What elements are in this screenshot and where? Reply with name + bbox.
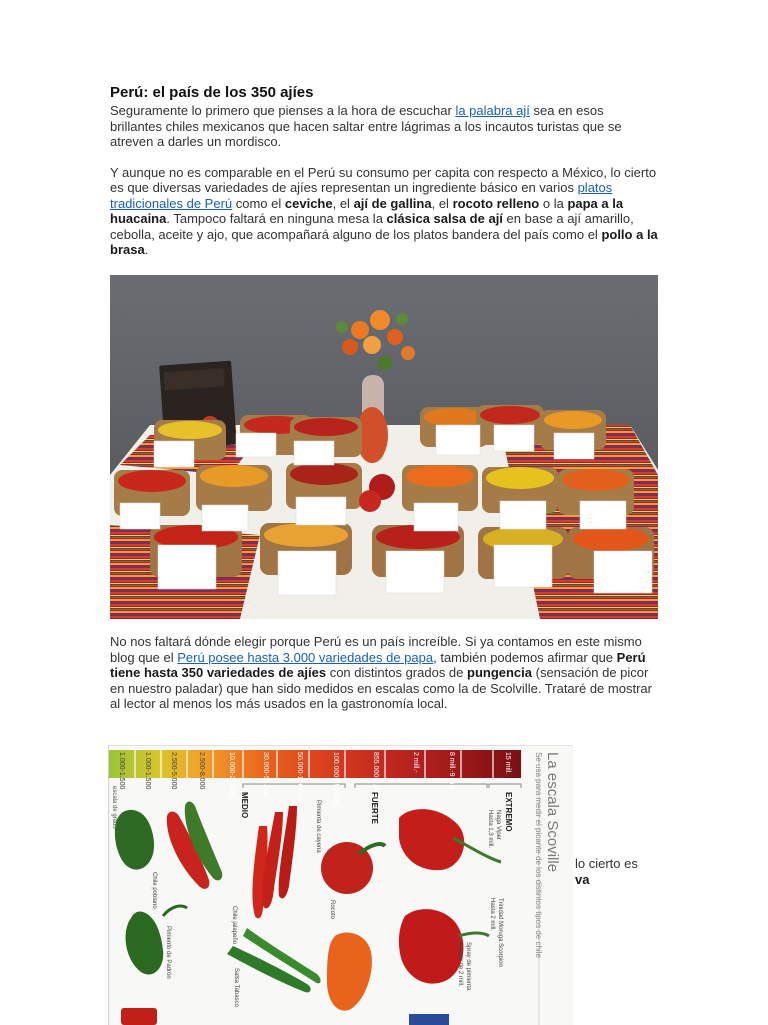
link-platos-tradicionales[interactable]: platos tradicionales de Perú <box>110 180 613 211</box>
paragraph-text: sea en esos brillantes chiles mexicanos que hacen saltar entre lágrimas a los incautos turistas que se atreven a darles un mordisco. <box>110 103 622 149</box>
range-2: 2.500-5.000 <box>170 752 177 790</box>
paragraph-consumption <box>110 165 658 258</box>
range-7: 100.000-350.000 <box>332 752 339 805</box>
paragraph-text: . <box>144 242 149 257</box>
article-middle <box>110 634 658 712</box>
label-tabasco: Salsa Tabasco <box>233 968 239 1007</box>
bold-350-ajies: Perú tiene hasta 350 variedades de ajíes <box>110 649 646 680</box>
side-text-line-2: va <box>575 872 590 887</box>
range-9: 2 mill.- <box>412 752 419 773</box>
label-chile-poblano: Chile poblano <box>151 872 157 909</box>
article-top <box>110 84 658 258</box>
label-trinidad: Trinidad Moruga Scorpion <box>497 898 503 967</box>
paragraph-text: o la <box>539 195 568 211</box>
bold-pollo-brasa: pollo a la brasa <box>110 226 658 257</box>
paragraph-intro <box>110 103 658 150</box>
paragraph-text: , el <box>431 195 453 211</box>
bold-papa-huacaina: papa a la huacaina <box>110 195 624 226</box>
chili-display-photo <box>110 275 658 619</box>
paragraph-text: No nos faltará dónde elegir porque Perú es un país increíble. Si ya contamos en este mismo blog que el <box>110 634 642 665</box>
paragraph-text: , también podemos afirmar que <box>433 649 617 665</box>
paragraph-text: Y aunque no es comparable en el Perú su consumo per capita con respecto a México, lo cierto es que diversas variedades de ajíes representan un ingrediente básico en varios <box>110 164 657 195</box>
clipped-side-text <box>575 856 638 888</box>
label-naga-value: Hasta 1,3 mill. <box>487 810 493 849</box>
bold-rocoto-relleno: rocoto relleno <box>452 195 540 211</box>
range-0: 1.000-1.500 <box>118 752 125 790</box>
bold-ceviche: ceviche <box>284 195 333 211</box>
label-trinidad-value: Hasta 2 mill. <box>489 898 495 932</box>
bold-pungencia: pungencia <box>467 665 533 680</box>
paragraph-text: , el <box>332 195 354 211</box>
label-spray-value: A partir de 2 mill. <box>457 942 463 987</box>
scoville-subtitle: Se usa para medir el picante de los distintos tipos de chile <box>534 752 543 958</box>
paragraph-varieties <box>110 634 658 712</box>
label-rocoto: Rocoto <box>329 900 335 920</box>
label-naga-viper: Naga Viper <box>495 810 501 840</box>
label-cayena: Pimienta de cayena <box>315 800 321 853</box>
range-3: 2.500-8.000 <box>198 752 205 790</box>
paragraph-text: (sensación de picor en nuestro paladar) que han sido medidos en escalas como la de Scolville. Trataré de mostrar al lector al menos los más usados en la gastronomía local. <box>110 665 652 711</box>
paragraph-text: . Tampoco faltará en ninguna mesa la <box>166 211 387 226</box>
scale-label: escala de grado <box>111 786 117 829</box>
label-jalapeno: Chile jalapeño <box>231 906 237 945</box>
range-4: 10.000-23.000 <box>228 752 235 798</box>
side-text-line-1: lo cierto es <box>575 856 638 871</box>
range-8: 855.000-1,4 mill. <box>372 752 379 804</box>
range-1: 1.000-1.500 <box>144 752 151 790</box>
level-extremo: EXTREMO <box>504 792 513 832</box>
range-5: 30.000-50.000 <box>262 752 269 798</box>
label-spray: Spray de pimienta <box>465 942 471 991</box>
range-6: 50.000-100.000 <box>296 752 303 802</box>
link-variedades-papa[interactable]: Perú posee hasta 3.000 variedades de papa <box>177 649 434 665</box>
bold-aji-de-gallina: ají de gallina <box>353 195 432 211</box>
level-fuerte: FUERTE <box>370 792 379 824</box>
label-padron: Pimiento de Padrón <box>165 926 171 979</box>
bold-salsa-aji: clásica salsa de ají <box>386 211 503 226</box>
level-medio: MEDIO <box>240 792 249 819</box>
link-palabra-aji[interactable]: la palabra ají <box>455 103 530 118</box>
article-title: Perú: el país de los 350 ajíes <box>110 84 314 101</box>
range-11: 15 mill. <box>504 752 511 775</box>
scoville-title: La escala Scoville <box>544 752 561 873</box>
paragraph-text: en base a ají amarillo, cebolla, aceite y ajo, que acompañará alguno de los platos bandera del país como el <box>110 211 634 242</box>
range-10: 8 mill.-9 mill. <box>448 752 455 791</box>
scoville-scale-infographic <box>108 745 573 1025</box>
paragraph-text: como el <box>232 195 285 211</box>
paragraph-text: Seguramente lo primero que pienses a la hora de escuchar <box>110 103 456 118</box>
paragraph-text: con distintos grados de <box>326 665 467 680</box>
